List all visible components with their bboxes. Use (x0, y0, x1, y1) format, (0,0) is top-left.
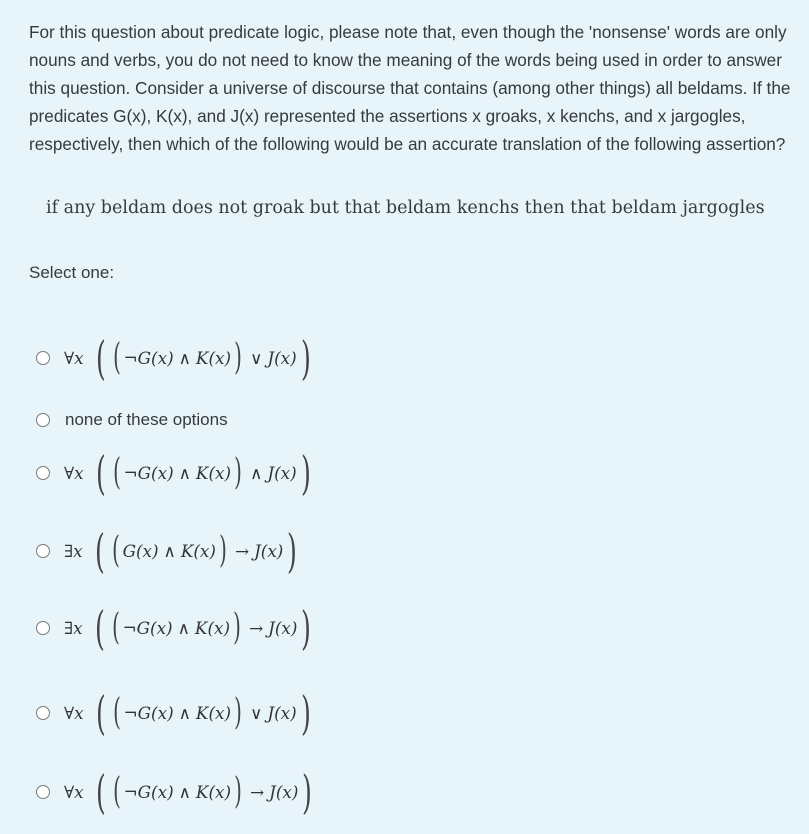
predicate-j: J(x) (254, 541, 284, 561)
open-paren: ( (94, 524, 105, 578)
predicate-g: G(x) (137, 782, 174, 802)
predicate-k: K(x) (180, 541, 216, 561)
radio-button[interactable] (36, 413, 50, 427)
predicate-g: G(x) (137, 703, 174, 723)
main-connective: → (235, 541, 250, 561)
negation: ¬ (122, 618, 137, 638)
main-connective: ∧ (250, 463, 263, 483)
radio-button[interactable] (36, 351, 50, 365)
radio-button[interactable] (36, 466, 50, 480)
close-paren: ) (300, 686, 311, 740)
close-paren: ) (300, 331, 311, 385)
answer-option[interactable] (36, 445, 315, 501)
radio-button[interactable] (36, 621, 50, 635)
predicate-j: J(x) (267, 703, 297, 723)
close-paren: ) (233, 607, 241, 648)
open-paren: ( (112, 771, 121, 812)
radio-button[interactable] (36, 785, 50, 799)
open-paren: ( (111, 530, 120, 571)
and-operator: ∧ (177, 618, 190, 638)
predicate-k: K(x) (195, 463, 232, 483)
main-connective: → (250, 782, 265, 802)
answer-formula (64, 331, 315, 385)
quantifier: ∃x (64, 541, 83, 561)
open-paren: ( (95, 446, 106, 500)
and-operator: ∧ (178, 348, 191, 368)
answer-option[interactable] (36, 764, 316, 820)
answer-option[interactable] (36, 600, 315, 656)
question-text: For this question about predicate logic, please note that, even though the 'nonsense' words are only nouns and verbs, you do not need to know the meaning of the words being used in order to answer this question. Consider a universe of discourse that contains (among other things) all beldams. If the predicates G(x), K(x), and J(x) represented the assertions x groaks, x kenchs, and x jargogles, respectively, then which of the following would be an accurate translation of the following assertion? (29, 22, 791, 154)
quantifier: ∀x (64, 348, 84, 368)
predicate-j: J(x) (268, 618, 298, 638)
quantifier: ∀x (64, 782, 84, 802)
main-connective: ∨ (250, 703, 263, 723)
negation: ¬ (123, 463, 138, 483)
predicate-j: J(x) (267, 348, 297, 368)
predicate-g: G(x) (122, 541, 159, 561)
assertion-text: if any beldam does not groak but that beldam kenchs then that beldam jargogles (46, 198, 765, 218)
open-paren: ( (111, 607, 120, 648)
close-paren: ) (219, 530, 227, 571)
predicate-k: K(x) (195, 782, 232, 802)
select-one-prompt: Select one: (29, 263, 115, 282)
answer-formula (64, 765, 316, 819)
answer-formula (64, 686, 315, 740)
close-paren: ) (234, 771, 242, 812)
predicate-g: G(x) (136, 618, 173, 638)
radio-button[interactable] (36, 706, 50, 720)
open-paren: ( (94, 601, 105, 655)
open-paren: ( (95, 686, 106, 740)
quantifier: ∀x (64, 703, 84, 723)
close-paren: ) (234, 692, 242, 733)
open-paren: ( (112, 337, 121, 378)
answer-option[interactable] (36, 685, 315, 741)
and-operator: ∧ (178, 782, 191, 802)
open-paren: ( (95, 331, 106, 385)
negation: ¬ (123, 782, 138, 802)
close-paren: ) (287, 524, 298, 578)
and-operator: ∧ (163, 541, 176, 561)
answer-option[interactable] (36, 523, 301, 579)
close-paren: ) (301, 601, 312, 655)
and-operator: ∧ (178, 703, 191, 723)
answer-formula (64, 524, 301, 578)
close-paren: ) (234, 452, 242, 493)
close-paren: ) (234, 337, 242, 378)
open-paren: ( (112, 452, 121, 493)
open-paren: ( (95, 765, 106, 819)
quantifier: ∃x (64, 618, 83, 638)
predicate-j: J(x) (269, 782, 299, 802)
radio-button[interactable] (36, 544, 50, 558)
predicate-k: K(x) (195, 703, 232, 723)
predicate-g: G(x) (137, 463, 174, 483)
main-connective: → (249, 618, 264, 638)
answer-label: none of these options (65, 410, 228, 429)
answer-formula (64, 601, 315, 655)
predicate-j: J(x) (267, 463, 297, 483)
answer-formula (64, 446, 315, 500)
answer-option[interactable] (36, 392, 228, 448)
predicate-g: G(x) (137, 348, 174, 368)
quantifier: ∀x (64, 463, 84, 483)
predicate-k: K(x) (194, 618, 231, 638)
negation: ¬ (123, 348, 138, 368)
close-paren: ) (302, 765, 313, 819)
main-connective: ∨ (250, 348, 263, 368)
negation: ¬ (123, 703, 138, 723)
answer-option[interactable] (36, 330, 315, 386)
open-paren: ( (112, 692, 121, 733)
predicate-k: K(x) (195, 348, 232, 368)
close-paren: ) (300, 446, 311, 500)
and-operator: ∧ (178, 463, 191, 483)
